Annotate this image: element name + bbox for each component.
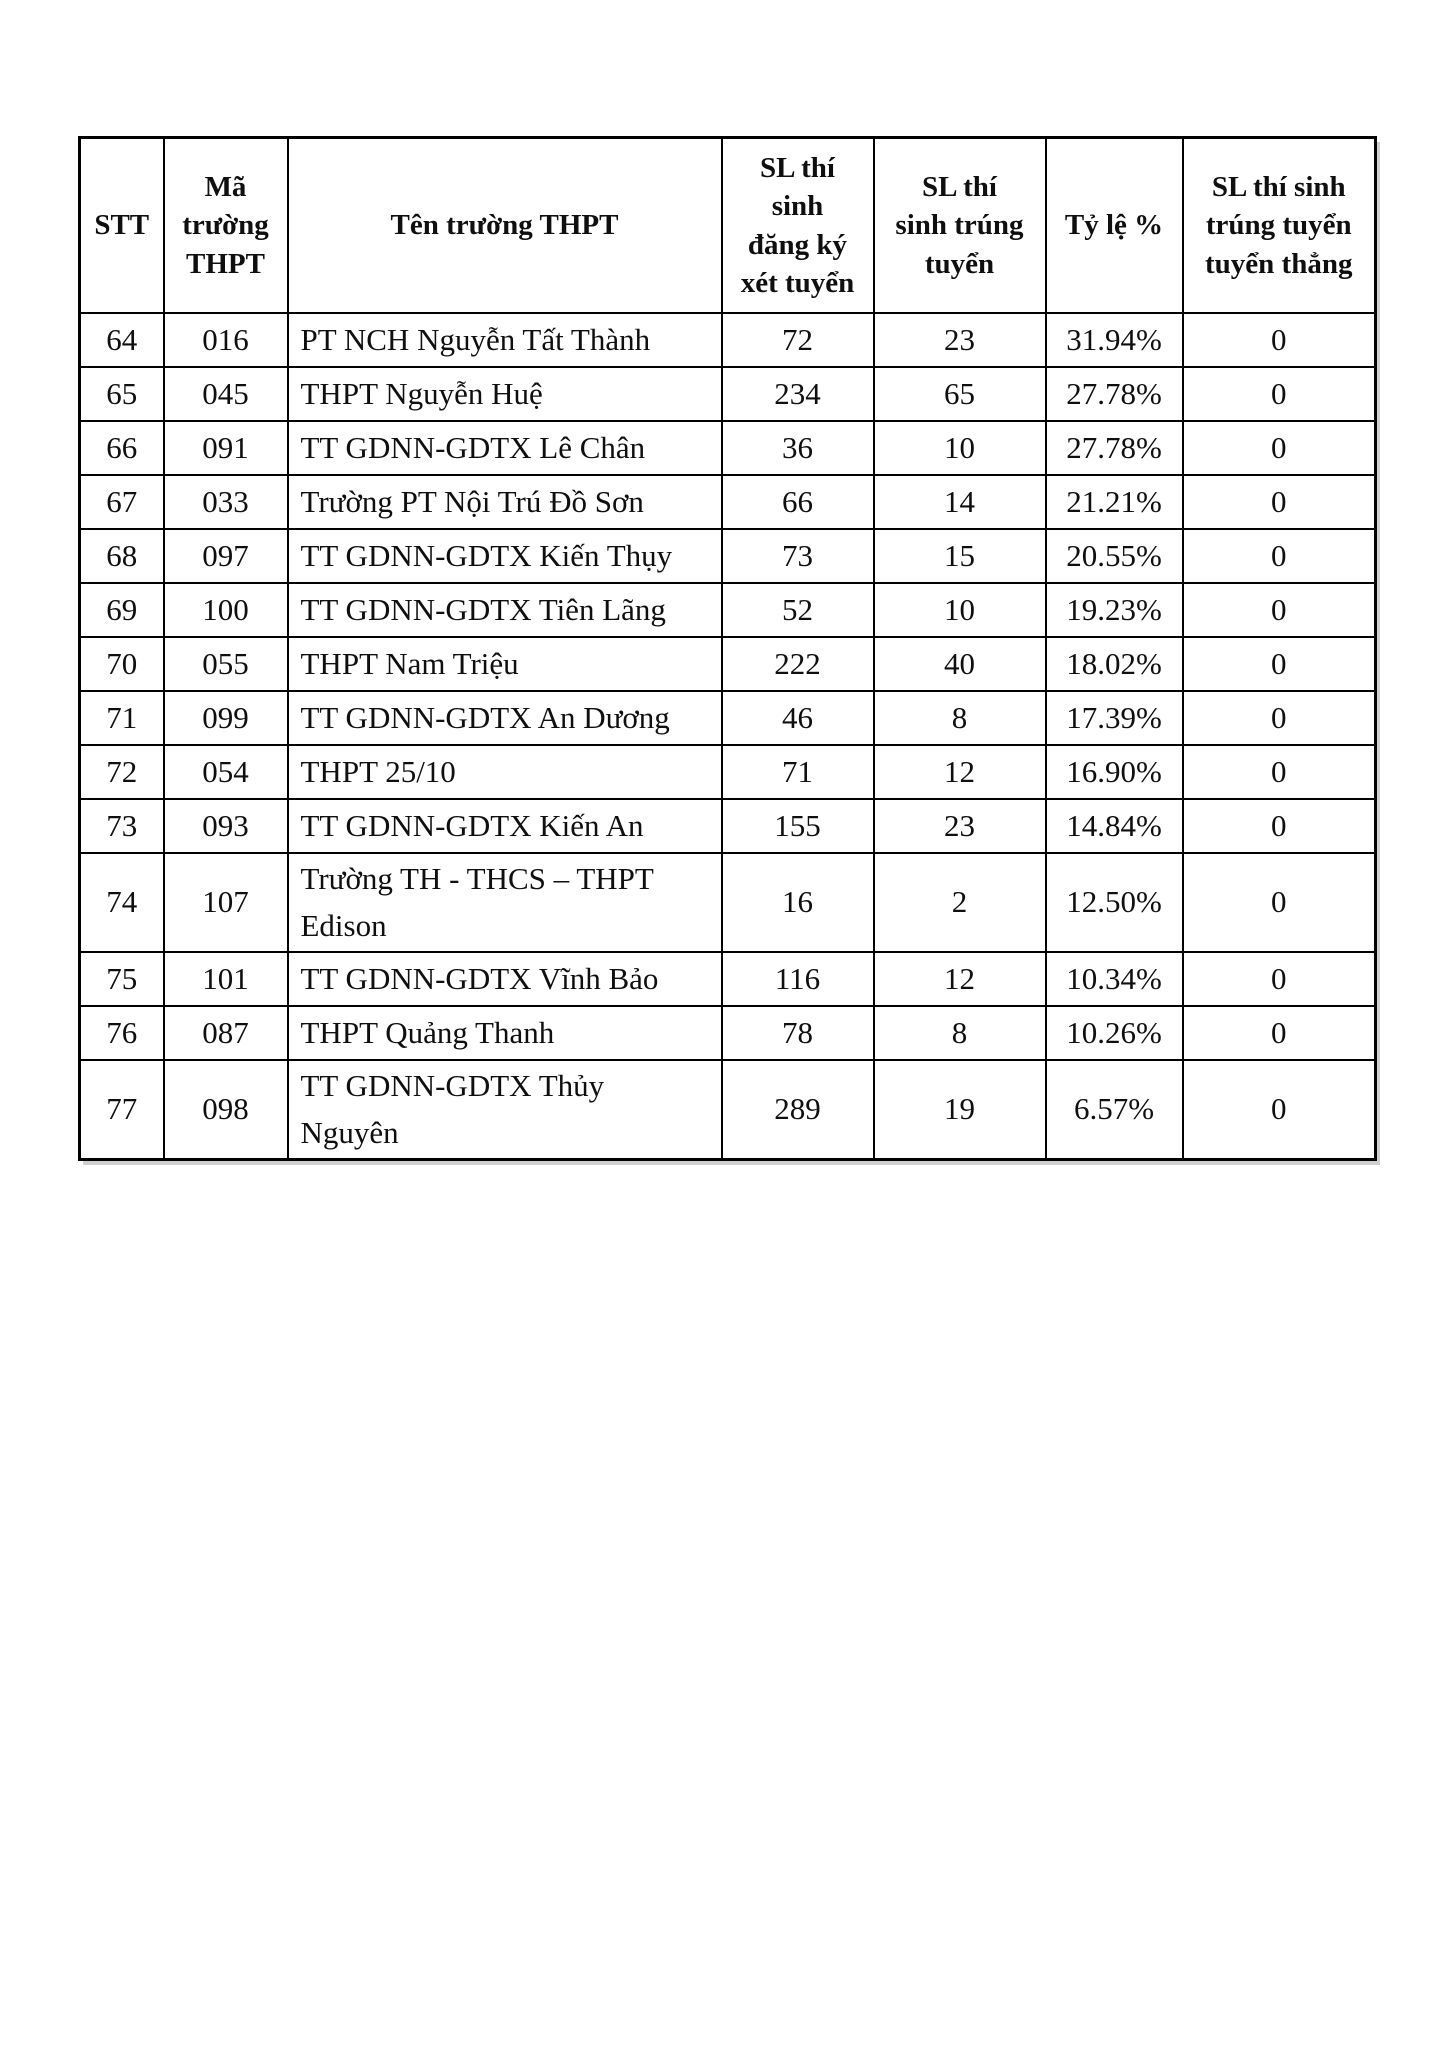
cell-r9-c2: TT GDNN-GDTX Kiến An [288, 799, 722, 853]
cell-r11-c5: 10.34% [1046, 952, 1183, 1006]
cell-r5-c2: TT GDNN-GDTX Tiên Lãng [288, 583, 722, 637]
cell-r13-c0: 77 [80, 1060, 164, 1160]
column-header-line: xét tuyển [740, 266, 855, 299]
cell-r2-c6: 0 [1183, 421, 1376, 475]
cell-r9-c6: 0 [1183, 799, 1376, 853]
cell-r12-c1: 087 [164, 1006, 288, 1060]
column-header-line: Mã [204, 171, 247, 204]
cell-r9-c3: 155 [722, 799, 874, 853]
cell-r13-c4: 19 [874, 1060, 1046, 1160]
cell-r6-c5: 18.02% [1046, 637, 1183, 691]
column-header-line: SL thí sinh [1211, 171, 1346, 204]
cell-r13-c3: 289 [722, 1060, 874, 1160]
column-header-4 [874, 138, 1046, 314]
cell-r8-c4: 12 [874, 745, 1046, 799]
column-header-2 [288, 138, 722, 314]
cell-r8-c3: 71 [722, 745, 874, 799]
cell-r7-c2: TT GDNN-GDTX An Dương [288, 691, 722, 745]
column-header-line: sinh trúng [895, 209, 1024, 242]
cell-r6-c1: 055 [164, 637, 288, 691]
cell-r10-c0: 74 [80, 853, 164, 952]
cell-r13-c2: TT GDNN-GDTX Thủy Nguyên [288, 1060, 722, 1160]
cell-r4-c6: 0 [1183, 529, 1376, 583]
column-header-line: trường [182, 209, 269, 242]
column-header-line: đăng ký [747, 228, 848, 261]
cell-r2-c3: 36 [722, 421, 874, 475]
cell-r11-c6: 0 [1183, 952, 1376, 1006]
cell-r13-c5: 6.57% [1046, 1060, 1183, 1160]
cell-r5-c3: 52 [722, 583, 874, 637]
column-header-line: tuyển [924, 247, 995, 280]
cell-r7-c1: 099 [164, 691, 288, 745]
table-row [80, 421, 1376, 475]
table-row [80, 1060, 1376, 1160]
column-header-line: Tỷ lệ % [1064, 209, 1164, 242]
cell-r7-c4: 8 [874, 691, 1046, 745]
column-header-line: Tên trường THPT [390, 209, 619, 242]
column-header-line: sinh [771, 190, 824, 223]
cell-r8-c1: 054 [164, 745, 288, 799]
column-header-5 [1046, 138, 1183, 314]
cell-r9-c4: 23 [874, 799, 1046, 853]
cell-r0-c5: 31.94% [1046, 313, 1183, 367]
cell-r9-c5: 14.84% [1046, 799, 1183, 853]
cell-r10-c1: 107 [164, 853, 288, 952]
cell-r9-c1: 093 [164, 799, 288, 853]
cell-r8-c5: 16.90% [1046, 745, 1183, 799]
cell-r2-c5: 27.78% [1046, 421, 1183, 475]
cell-r2-c2: TT GDNN-GDTX Lê Chân [288, 421, 722, 475]
table-row [80, 583, 1376, 637]
cell-r10-c3: 16 [722, 853, 874, 952]
cell-r1-c6: 0 [1183, 367, 1376, 421]
table-row [80, 799, 1376, 853]
cell-r12-c3: 78 [722, 1006, 874, 1060]
cell-r2-c0: 66 [80, 421, 164, 475]
cell-r8-c6: 0 [1183, 745, 1376, 799]
cell-r12-c6: 0 [1183, 1006, 1376, 1060]
cell-r6-c4: 40 [874, 637, 1046, 691]
table-body [80, 313, 1376, 1160]
cell-r1-c4: 65 [874, 367, 1046, 421]
cell-r6-c6: 0 [1183, 637, 1376, 691]
table-row [80, 313, 1376, 367]
header-row [80, 138, 1376, 314]
column-header-line: SL thí [922, 171, 997, 204]
cell-r10-c5: 12.50% [1046, 853, 1183, 952]
cell-r8-c2: THPT 25/10 [288, 745, 722, 799]
column-header-line: tuyển thẳng [1205, 247, 1353, 280]
table-row [80, 367, 1376, 421]
table-row [80, 637, 1376, 691]
cell-r1-c3: 234 [722, 367, 874, 421]
cell-r8-c0: 72 [80, 745, 164, 799]
admission-results-table [78, 136, 1377, 1161]
table-header [80, 138, 1376, 314]
cell-r10-c4: 2 [874, 853, 1046, 952]
column-header-line: THPT [186, 247, 265, 280]
cell-r12-c0: 76 [80, 1006, 164, 1060]
cell-r2-c1: 091 [164, 421, 288, 475]
table-row [80, 853, 1376, 952]
column-header-6 [1183, 138, 1376, 314]
cell-r3-c1: 033 [164, 475, 288, 529]
table-row [80, 691, 1376, 745]
cell-r1-c0: 65 [80, 367, 164, 421]
cell-r4-c2: TT GDNN-GDTX Kiến Thụy [288, 529, 722, 583]
column-header-line: SL thí [760, 152, 835, 184]
cell-r11-c1: 101 [164, 952, 288, 1006]
cell-r3-c4: 14 [874, 475, 1046, 529]
cell-r7-c6: 0 [1183, 691, 1376, 745]
table-row [80, 1006, 1376, 1060]
column-header-0 [80, 138, 164, 314]
table-row [80, 475, 1376, 529]
column-header-line: STT [94, 209, 150, 242]
cell-r3-c0: 67 [80, 475, 164, 529]
cell-r0-c3: 72 [722, 313, 874, 367]
cell-r13-c6: 0 [1183, 1060, 1376, 1160]
cell-r4-c0: 68 [80, 529, 164, 583]
cell-r12-c4: 8 [874, 1006, 1046, 1060]
table-row [80, 952, 1376, 1006]
column-header-1 [164, 138, 288, 314]
cell-r6-c2: THPT Nam Triệu [288, 637, 722, 691]
table-row [80, 529, 1376, 583]
cell-r10-c6: 0 [1183, 853, 1376, 952]
cell-r1-c1: 045 [164, 367, 288, 421]
cell-r4-c3: 73 [722, 529, 874, 583]
cell-r1-c2: THPT Nguyễn Huệ [288, 367, 722, 421]
cell-r7-c3: 46 [722, 691, 874, 745]
cell-r4-c5: 20.55% [1046, 529, 1183, 583]
cell-r0-c2: PT NCH Nguyễn Tất Thành [288, 313, 722, 367]
cell-r3-c3: 66 [722, 475, 874, 529]
table-row [80, 745, 1376, 799]
cell-r10-c2: Trường TH - THCS – THPT Edison [288, 853, 722, 952]
cell-r12-c5: 10.26% [1046, 1006, 1183, 1060]
cell-r11-c0: 75 [80, 952, 164, 1006]
column-header-3 [722, 138, 874, 314]
cell-r1-c5: 27.78% [1046, 367, 1183, 421]
cell-r0-c0: 64 [80, 313, 164, 367]
cell-r11-c4: 12 [874, 952, 1046, 1006]
cell-r5-c6: 0 [1183, 583, 1376, 637]
cell-r5-c5: 19.23% [1046, 583, 1183, 637]
cell-r3-c6: 0 [1183, 475, 1376, 529]
cell-r12-c2: THPT Quảng Thanh [288, 1006, 722, 1060]
cell-r6-c3: 222 [722, 637, 874, 691]
cell-r0-c6: 0 [1183, 313, 1376, 367]
cell-r0-c1: 016 [164, 313, 288, 367]
cell-r11-c2: TT GDNN-GDTX Vĩnh Bảo [288, 952, 722, 1006]
cell-r7-c0: 71 [80, 691, 164, 745]
cell-r5-c1: 100 [164, 583, 288, 637]
cell-r6-c0: 70 [80, 637, 164, 691]
cell-r0-c4: 23 [874, 313, 1046, 367]
cell-r9-c0: 73 [80, 799, 164, 853]
cell-r3-c2: Trường PT Nội Trú Đồ Sơn [288, 475, 722, 529]
cell-r4-c1: 097 [164, 529, 288, 583]
cell-r7-c5: 17.39% [1046, 691, 1183, 745]
cell-r3-c5: 21.21% [1046, 475, 1183, 529]
cell-r11-c3: 116 [722, 952, 874, 1006]
cell-r2-c4: 10 [874, 421, 1046, 475]
cell-r5-c4: 10 [874, 583, 1046, 637]
column-header-line: trúng tuyển [1205, 209, 1352, 242]
cell-r4-c4: 15 [874, 529, 1046, 583]
cell-r5-c0: 69 [80, 583, 164, 637]
cell-r13-c1: 098 [164, 1060, 288, 1160]
